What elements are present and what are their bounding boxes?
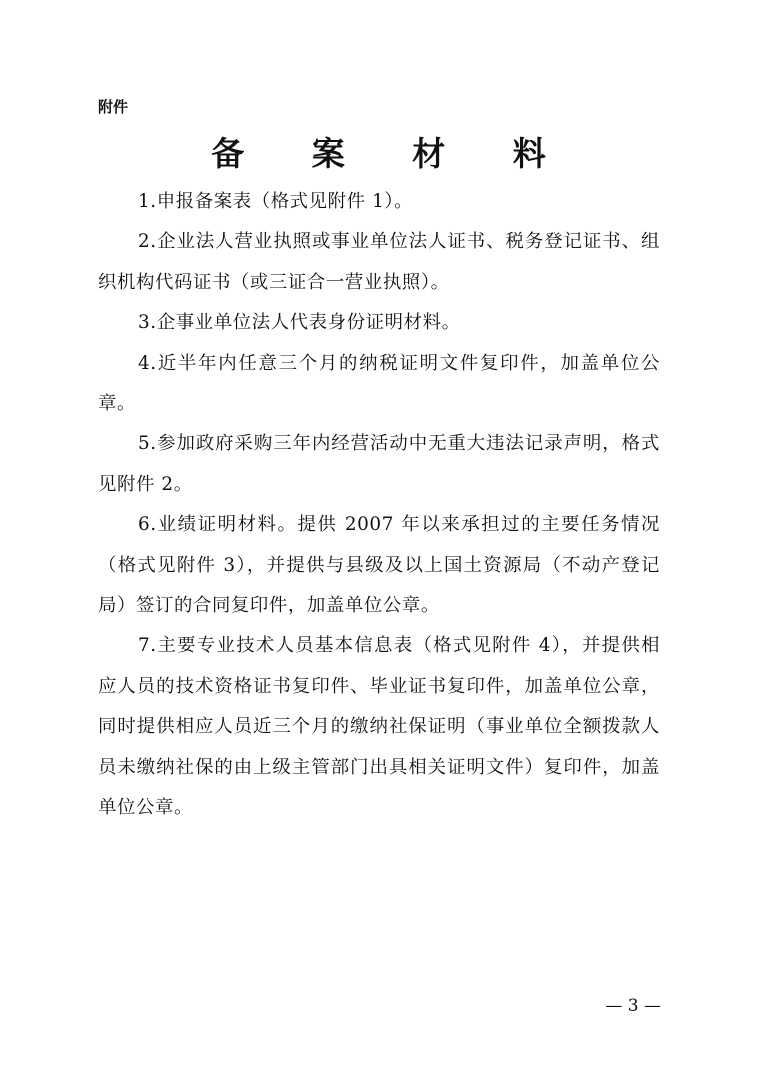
list-item: 7.主要专业技术人员基本信息表（格式见附件 4），并提供相应人员的技术资格证书复印件、毕业证书复印件，加盖单位公章，同时提供相应人员近三个月的缴纳社保证明（事业单位全额拨款人员未缴纳社保的由上级主管部门出具相关证明文件）复印件，加盖单位公章。 bbox=[98, 635, 660, 819]
list-item: 5.参加政府采购三年内经营活动中无重大违法记录声明，格式见附件 2。 bbox=[98, 433, 660, 495]
list-item: 6.业绩证明材料。提供 2007 年以来承担过的主要任务情况（格式见附件 3），并提供与县级及以上国土资源局（不动产登记局）签订的合同复印件，加盖单位公章。 bbox=[98, 514, 660, 617]
document-body bbox=[98, 182, 660, 829]
list-item: 3.企事业单位法人代表身份证明材料。 bbox=[138, 312, 461, 334]
list-item: 4.近半年内任意三个月的纳税证明文件复印件，加盖单位公章。 bbox=[98, 352, 660, 415]
list-item: 1.申报备案表（格式见附件 1）。 bbox=[138, 191, 414, 212]
list-item: 2.企业法人营业执照或事业单位法人证书、税务登记证书、组织机构代码证书（或三证合一营业执照）。 bbox=[98, 231, 660, 293]
document-title: 备 案 材 料 bbox=[211, 134, 574, 173]
attachment-label: 附件 bbox=[98, 98, 129, 116]
page-number: — 3 — bbox=[605, 996, 661, 1016]
